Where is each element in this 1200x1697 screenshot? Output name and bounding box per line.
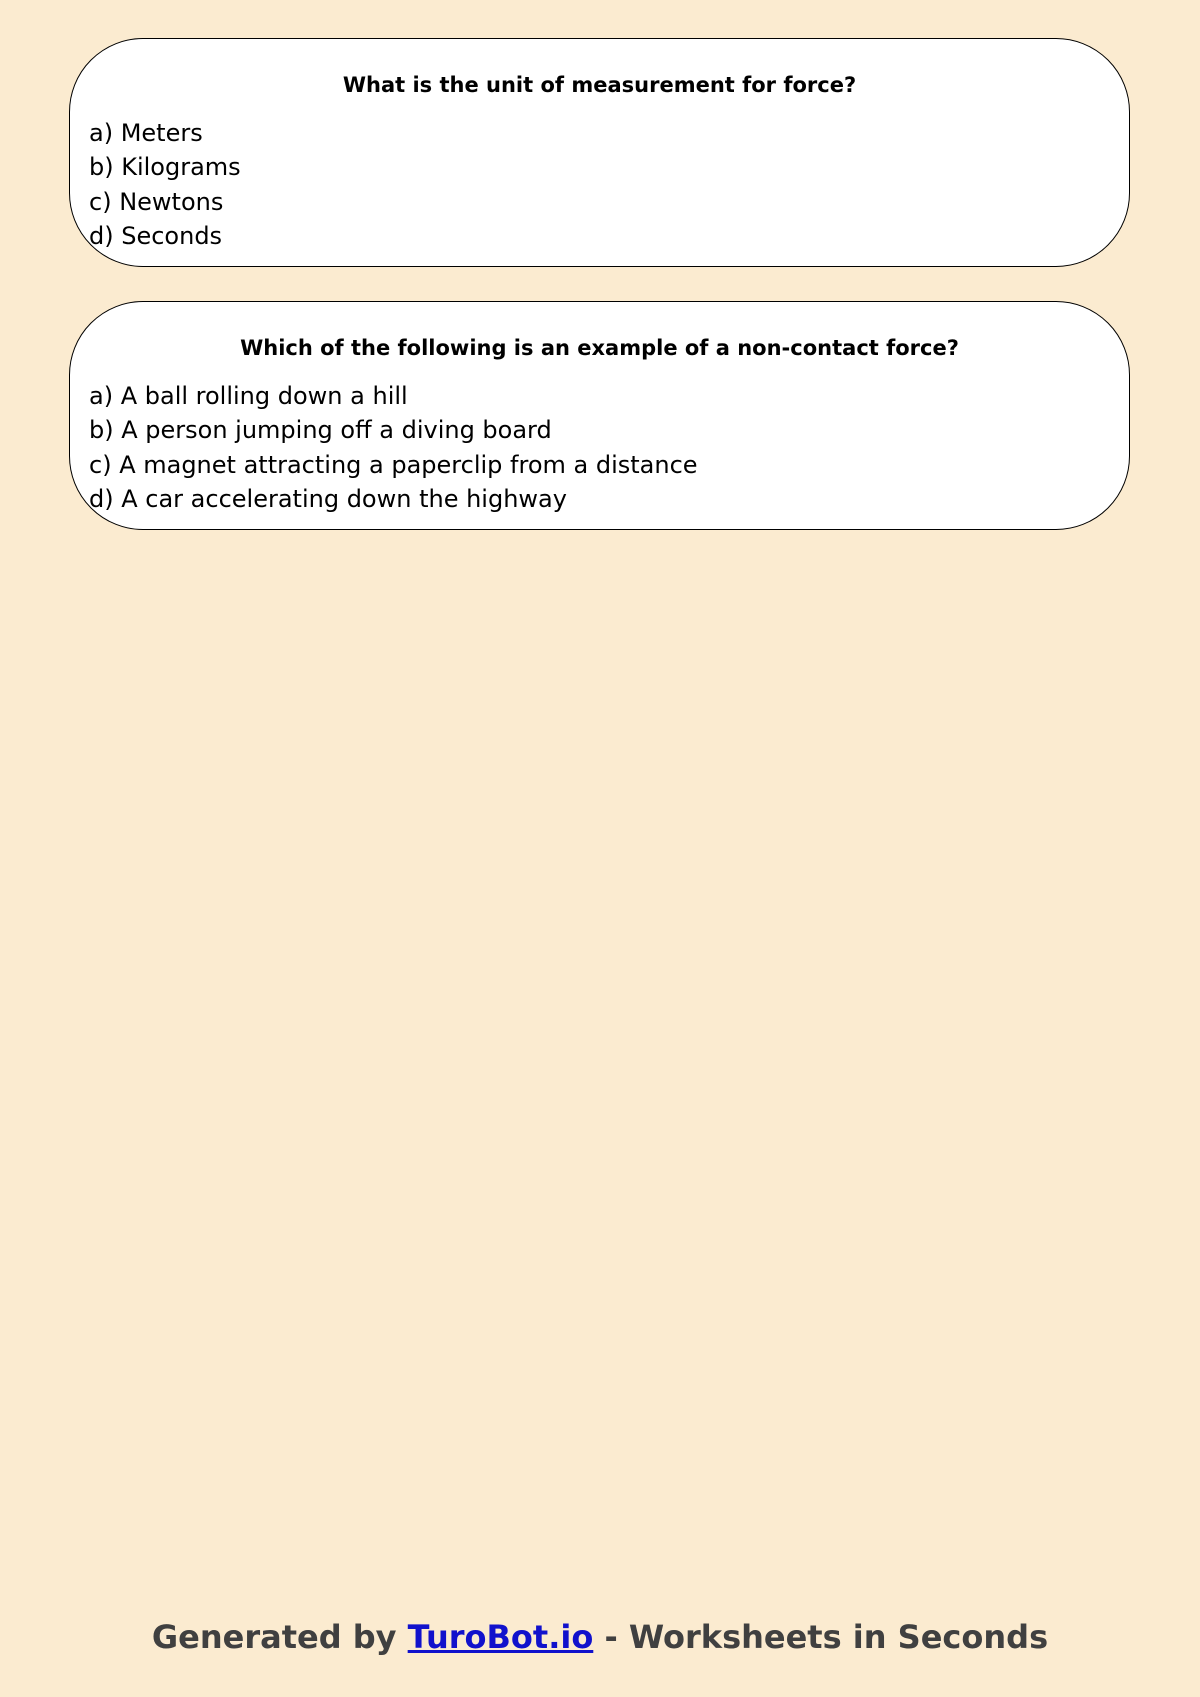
answer-option-b: b) Kilograms — [89, 153, 241, 182]
answer-option-a: a) Meters — [89, 119, 203, 147]
answer-options — [89, 116, 241, 253]
footer-credit — [0, 1617, 1200, 1657]
question-text: Which of the following is an example of a non-contact force? — [240, 336, 959, 360]
turobot-link[interactable]: TuroBot.io — [407, 1618, 594, 1656]
question-text: What is the unit of measurement for force? — [342, 73, 857, 97]
question-card-2 — [69, 301, 1130, 530]
answer-option-c: c) Newtons — [89, 187, 224, 216]
answer-option-d: d) A car accelerating down the highway — [89, 484, 567, 513]
answer-option-a: a) A ball rolling down a hill — [89, 382, 408, 410]
question-card-1 — [69, 38, 1130, 267]
answer-options — [89, 379, 698, 516]
answer-option-d: d) Seconds — [89, 221, 223, 250]
answer-option-b: b) A person jumping off a diving board — [89, 416, 552, 445]
footer-suffix: - Worksheets in Seconds — [593, 1618, 1049, 1656]
footer-prefix: Generated by — [151, 1618, 408, 1656]
answer-option-c: c) A magnet attracting a paperclip from a distance — [89, 450, 698, 479]
